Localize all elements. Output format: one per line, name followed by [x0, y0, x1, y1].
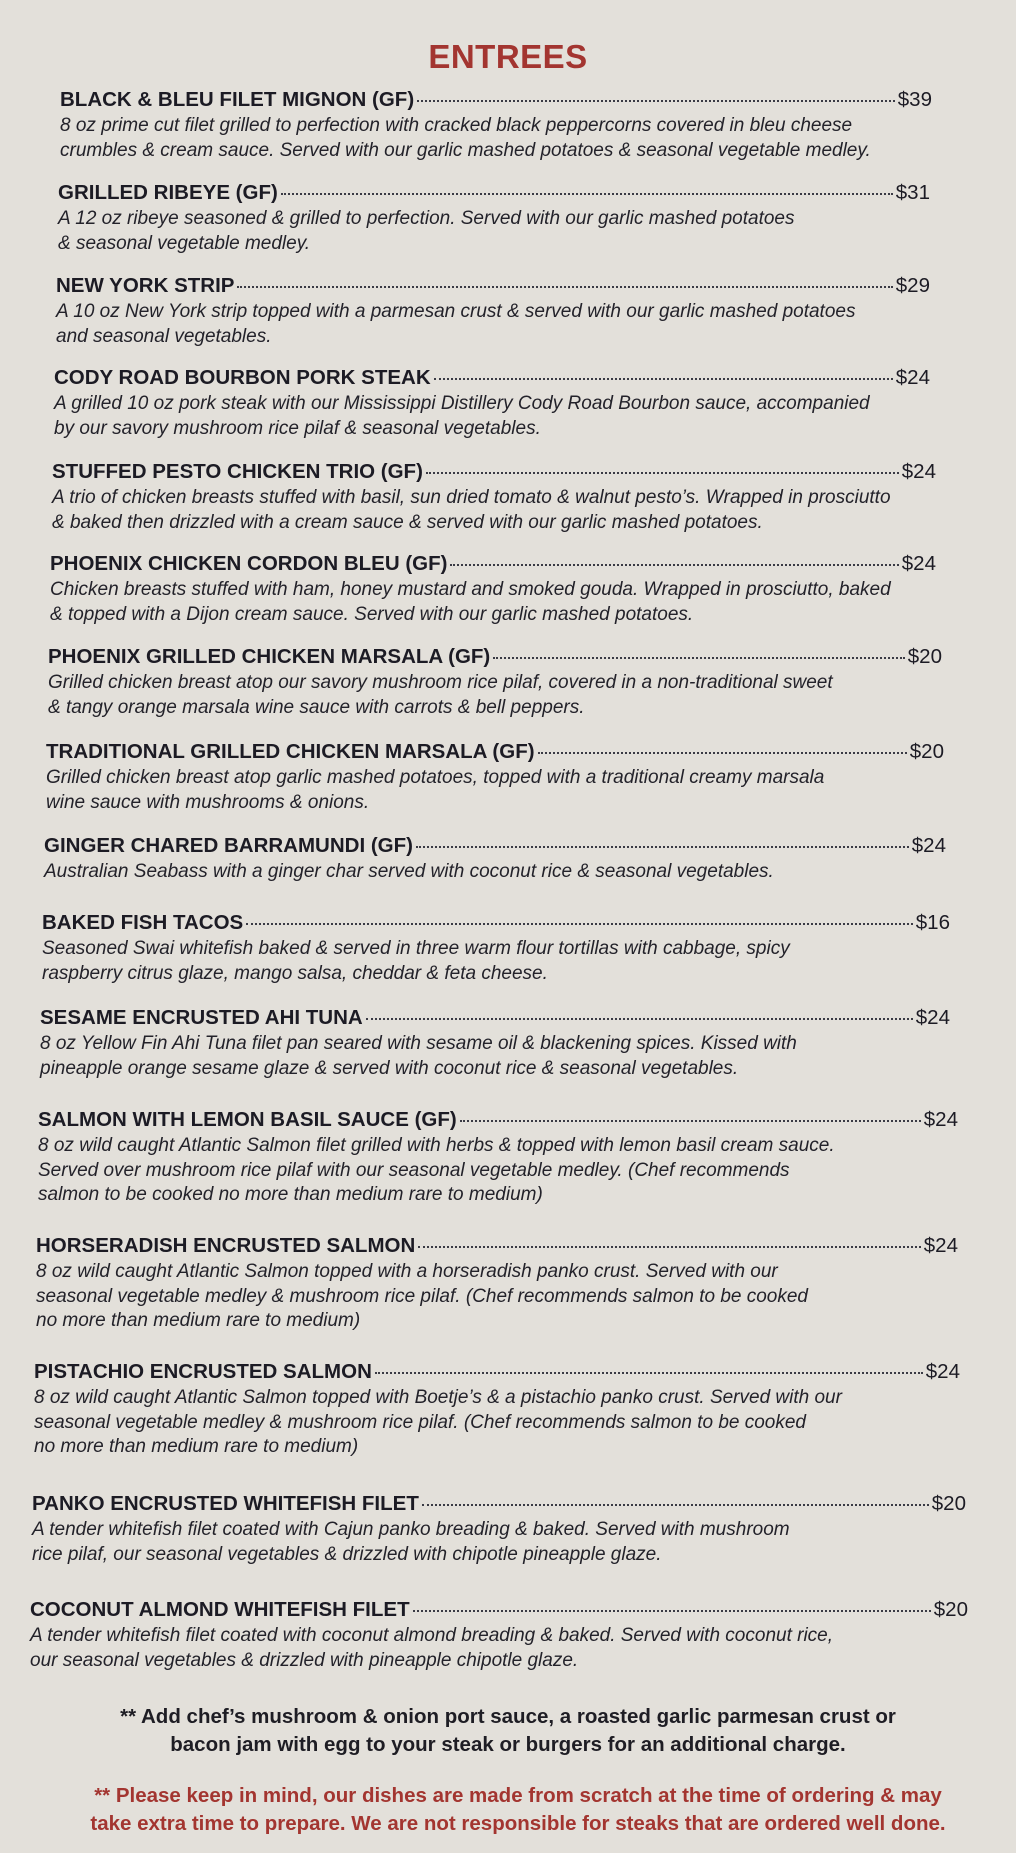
- menu-item-description: [48, 671, 942, 720]
- menu-item-price: $16: [915, 911, 950, 934]
- description-line: & tangy orange marsala wine sauce with carrots & bell peppers.: [48, 696, 585, 718]
- dot-leader: [418, 1246, 921, 1248]
- menu-item-description: [60, 114, 932, 163]
- menu-item-name: COCONUT ALMOND WHITEFISH FILET: [30, 1598, 410, 1621]
- menu-item-price: $20: [909, 740, 944, 763]
- menu-item: [46, 740, 944, 815]
- menu-item-header: [30, 1598, 968, 1624]
- menu-item-description: [44, 860, 946, 885]
- menu-item-name: HORSERADISH ENCRUSTED SALMON: [36, 1234, 416, 1257]
- menu-item-header: [38, 1108, 958, 1134]
- menu-item-description: [40, 1032, 950, 1081]
- description-line: rice pilaf, our seasonal vegetables & drizzled with chipotle pineapple glaze.: [32, 1543, 662, 1565]
- menu-item-description: [38, 1134, 958, 1208]
- menu-item: [56, 274, 930, 349]
- dot-leader: [434, 378, 893, 380]
- menu-item: [58, 181, 930, 256]
- menu-item: [38, 1108, 958, 1208]
- dot-leader: [246, 923, 913, 925]
- description-line: 8 oz wild caught Atlantic Salmon filet grilled with herbs & topped with lemon basil cream sauce.: [38, 1135, 835, 1156]
- menu-item-description: [46, 766, 944, 815]
- addon-note-line1: ** Add chef’s mushroom & onion port sauce, a roasted garlic parmesan crust or: [120, 1705, 896, 1728]
- menu-item: [34, 1360, 960, 1460]
- dot-leader: [366, 1018, 913, 1020]
- disclaimer-line2: take extra time to prepare. We are not responsible for steaks that are ordered well done.: [90, 1812, 946, 1835]
- dot-leader: [426, 472, 899, 474]
- menu-item-price: $24: [925, 1360, 960, 1383]
- menu-item-name: TRADITIONAL GRILLED CHICKEN MARSALA (GF): [46, 740, 535, 763]
- description-line: 8 oz wild caught Atlantic Salmon topped with Boetje’s & a pistachio panko crust. Served with our: [34, 1387, 842, 1408]
- menu-item: [36, 1234, 958, 1334]
- menu-item-price: $20: [933, 1598, 968, 1621]
- description-line: and seasonal vegetables.: [56, 325, 272, 347]
- menu-item-header: [48, 645, 942, 671]
- description-line: Grilled chicken breast atop our savory mushroom rice pilaf, covered in a non-traditional sweet: [48, 672, 833, 693]
- menu-item: [44, 834, 946, 885]
- menu-item-header: [32, 1492, 966, 1518]
- menu-item-description: [58, 207, 930, 256]
- description-line: wine sauce with mushrooms & onions.: [46, 791, 370, 813]
- description-line: 8 oz Yellow Fin Ahi Tuna filet pan seared with sesame oil & blackening spices. Kissed with: [40, 1033, 797, 1054]
- disclaimer-prefix: **: [94, 1784, 111, 1807]
- menu-item-header: [36, 1234, 958, 1260]
- description-line: seasonal vegetable medley & mushroom rice pilaf. (Chef recommends salmon to be cooked: [34, 1411, 806, 1433]
- menu-item-header: [56, 274, 930, 300]
- description-line: pineapple orange sesame glaze & served with coconut rice & seasonal vegetables.: [40, 1057, 739, 1079]
- menu-item-description: [56, 300, 930, 349]
- dot-leader: [450, 564, 898, 566]
- menu-item-name: STUFFED PESTO CHICKEN TRIO (GF): [52, 460, 423, 483]
- disclaimer-text-1: Please keep in mind, our dishes are made from scratch at the time of ordering & may: [115, 1784, 942, 1807]
- description-line: A 10 oz New York strip topped with a parmesan crust & served with our garlic mashed potatoes: [56, 301, 856, 322]
- menu-item-name: PHOENIX CHICKEN CORDON BLEU (GF): [50, 552, 448, 575]
- description-line: no more than medium rare to medium): [36, 1310, 361, 1331]
- description-line: A grilled 10 oz pork steak with our Mississippi Distillery Cody Road Bourbon sauce, accompanied: [54, 393, 870, 414]
- menu-item: [54, 366, 930, 441]
- menu-item-description: [36, 1260, 958, 1334]
- dot-leader: [422, 1504, 929, 1506]
- description-line: Grilled chicken breast atop garlic mashed potatoes, topped with a traditional creamy marsala: [46, 767, 825, 788]
- menu-item-description: [52, 486, 936, 535]
- menu-item-price: $39: [897, 88, 932, 111]
- menu-item-header: [42, 911, 950, 937]
- menu-item-description: [50, 578, 936, 627]
- disclaimer-line1: [20, 1782, 1016, 1810]
- description-line: our seasonal vegetables & drizzled with pineapple chipotle glaze.: [30, 1649, 579, 1671]
- menu-item-description: [32, 1518, 966, 1567]
- menu-item-header: [58, 181, 930, 207]
- menu-item-name: GINGER CHARED BARRAMUNDI (GF): [44, 834, 413, 857]
- dot-leader: [493, 657, 905, 659]
- description-line: A trio of chicken breasts stuffed with basil, sun dried tomato & walnut pesto’s. Wrapped in prosciutto: [52, 487, 891, 508]
- menu-item-name: SALMON WITH LEMON BASIL SAUCE (GF): [38, 1108, 457, 1131]
- menu-item-name: SESAME ENCRUSTED AHI TUNA: [40, 1006, 363, 1029]
- description-line: 8 oz prime cut filet grilled to perfection with cracked black peppercorns covered in bleu cheese: [60, 115, 853, 136]
- description-line: Seasoned Swai whitefish baked & served in three warm flour tortillas with cabbage, spicy: [42, 938, 790, 959]
- dot-leader: [416, 846, 909, 848]
- menu-item-price: $24: [923, 1108, 958, 1131]
- menu-item-name: CODY ROAD BOURBON PORK STEAK: [54, 366, 431, 389]
- menu-item-price: $24: [923, 1234, 958, 1257]
- menu-item-price: $24: [911, 834, 946, 857]
- menu-item-name: GRILLED RIBEYE (GF): [58, 181, 278, 204]
- description-line: 8 oz wild caught Atlantic Salmon topped with a horseradish panko crust. Served with our: [36, 1261, 778, 1282]
- dot-leader: [460, 1120, 921, 1122]
- description-line: A 12 oz ribeye seasoned & grilled to perfection. Served with our garlic mashed potatoes: [58, 208, 795, 229]
- menu-item-price: $29: [895, 274, 930, 297]
- menu-item-description: [54, 392, 930, 441]
- description-line: & baked then drizzled with a cream sauce & served with our garlic mashed potatoes.: [52, 511, 763, 533]
- disclaimer-note: [20, 1782, 1016, 1838]
- menu-item-header: [44, 834, 946, 860]
- description-line: by our savory mushroom rice pilaf & seasonal vegetables.: [54, 417, 541, 439]
- menu-item-header: [46, 740, 944, 766]
- description-line: salmon to be cooked no more than medium rare to medium): [38, 1184, 543, 1205]
- menu-item-name: PISTACHIO ENCRUSTED SALMON: [34, 1360, 372, 1383]
- addon-note: [40, 1703, 976, 1759]
- dot-leader: [538, 752, 907, 754]
- menu-item-price: $24: [901, 460, 936, 483]
- menu-item-price: $20: [931, 1492, 966, 1515]
- description-line: & topped with a Dijon cream sauce. Served with our garlic mashed potatoes.: [50, 603, 694, 625]
- menu-item: [52, 460, 936, 535]
- menu-item-price: $31: [895, 181, 930, 204]
- description-line: A tender whitefish filet coated with Cajun panko breading & baked. Served with mushroom: [32, 1519, 790, 1540]
- dot-leader: [413, 1610, 931, 1612]
- menu-item-price: $20: [907, 645, 942, 668]
- menu-item: [60, 88, 932, 163]
- description-line: seasonal vegetable medley & mushroom rice pilaf. (Chef recommends salmon to be cooked: [36, 1285, 808, 1307]
- menu-item-description: [34, 1386, 960, 1460]
- description-line: Australian Seabass with a ginger char served with coconut rice & seasonal vegetables.: [44, 861, 774, 882]
- dot-leader: [417, 100, 895, 102]
- menu-item-description: [42, 937, 950, 986]
- menu-item: [40, 1006, 950, 1081]
- dot-leader: [281, 193, 893, 195]
- menu-item-price: $24: [915, 1006, 950, 1029]
- menu-item: [32, 1492, 966, 1567]
- menu-item-price: $24: [901, 552, 936, 575]
- menu-item-name: BAKED FISH TACOS: [42, 911, 244, 934]
- description-line: Chicken breasts stuffed with ham, honey mustard and smoked gouda. Wrapped in prosciutto, baked: [50, 579, 891, 600]
- dot-leader: [375, 1372, 923, 1374]
- description-line: A tender whitefish filet coated with coconut almond breading & baked. Served with coconut rice,: [30, 1625, 834, 1646]
- menu-item-name: BLACK & BLEU FILET MIGNON (GF): [60, 88, 415, 111]
- page-title: ENTREES: [428, 38, 588, 75]
- menu-item-name: NEW YORK STRIP: [56, 274, 235, 297]
- menu-item-header: [52, 460, 936, 486]
- description-line: no more than medium rare to medium): [34, 1436, 359, 1457]
- menu-item-header: [54, 366, 930, 392]
- description-line: Served over mushroom rice pilaf with our seasonal vegetable medley. (Chef recommends: [38, 1159, 790, 1181]
- menu-item-header: [34, 1360, 960, 1386]
- menu-item: [48, 645, 942, 720]
- menu-item-price: $24: [895, 366, 930, 389]
- description-line: crumbles & cream sauce. Served with our garlic mashed potatoes & seasonal vegetable medley.: [60, 139, 871, 161]
- menu-item: [50, 552, 936, 627]
- menu-item: [42, 911, 950, 986]
- addon-note-line2: bacon jam with egg to your steak or burgers for an additional charge.: [170, 1733, 846, 1756]
- menu-item-description: [30, 1624, 968, 1673]
- menu-item-name: PHOENIX GRILLED CHICKEN MARSALA (GF): [48, 645, 491, 668]
- dot-leader: [237, 286, 892, 288]
- description-line: raspberry citrus glaze, mango salsa, cheddar & feta cheese.: [42, 962, 548, 984]
- description-line: & seasonal vegetable medley.: [58, 232, 311, 254]
- menu-item-header: [50, 552, 936, 578]
- menu-item-header: [60, 88, 932, 114]
- menu-item-name: PANKO ENCRUSTED WHITEFISH FILET: [32, 1492, 419, 1515]
- menu-item-header: [40, 1006, 950, 1032]
- menu-item: [30, 1598, 968, 1673]
